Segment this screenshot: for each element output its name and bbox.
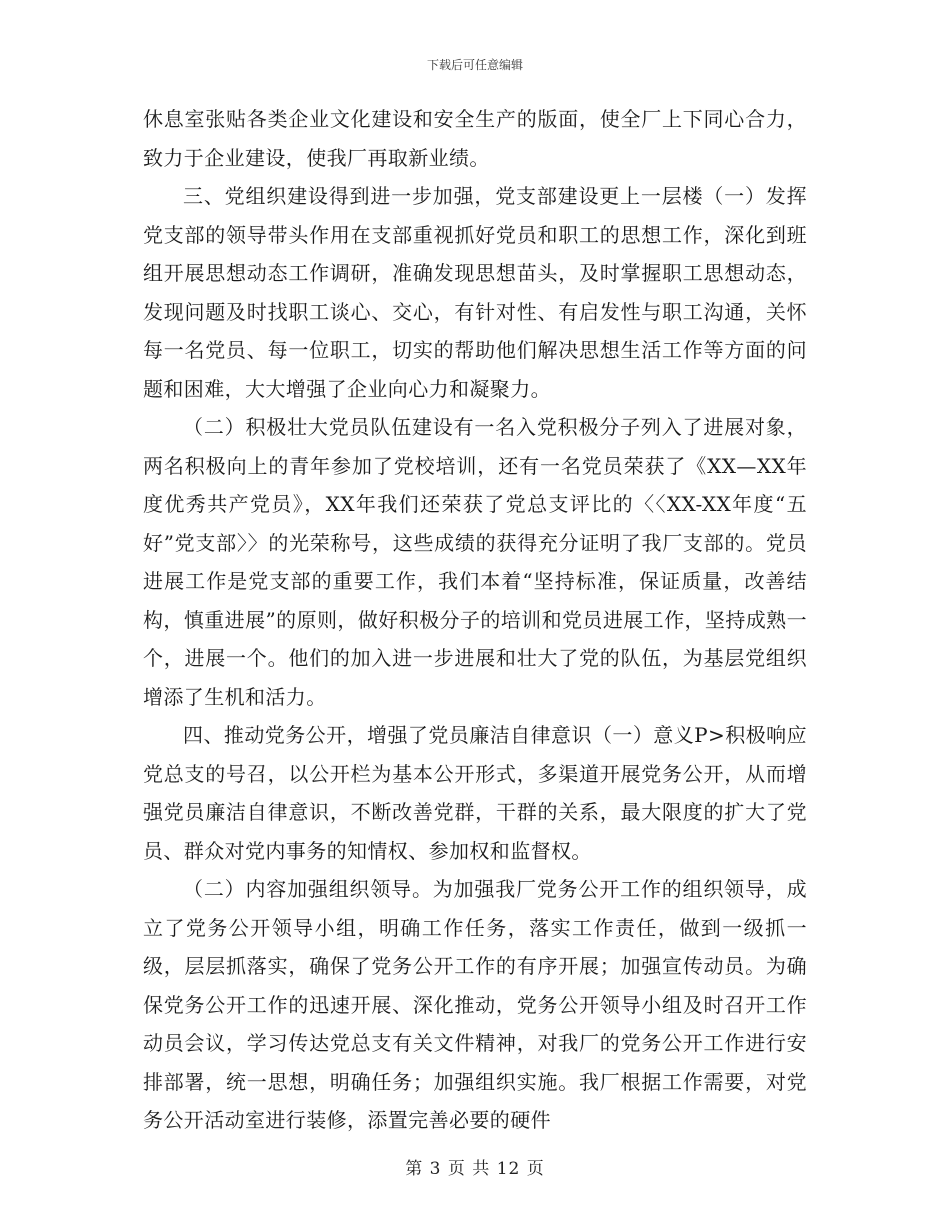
paragraph-section-three: 三、党组织建设得到进一步加强，党支部建设更上一层楼（一）发挥党支部的领导带头作用在支部重视抓好党员和职工的思想工作，深化到班组开展思想动态工作调研，准确发现思想苗头，及时掌握职工思想动态，发现问题及时找职工谈心、交心，有针对性、有启发性与职工沟通，关怀每一名党员、每一位职工，切实的帮助他们解决思想生活工作等方面的问题和困难，大大增强了企业向心力和凝聚力。	[143, 184, 807, 401]
document-body	[143, 100, 807, 1140]
paragraph-party-members: （二）积极壮大党员队伍建设有一名入党积极分子列入了进展对象，两名积极向上的青年参加了党校培训，还有一名党员荣获了《XX—XX年度优秀共产党员》，XX年我们还荣获了党总支评比的〈〈XX-XX年度“五好”党支部〉〉的光荣称号，这些成绩的获得充分证明了我厂支部的。党员进展工作是党支部的重要工作，我们本着“坚持标准，保证质量，改善结构，慎重进展”的原则，做好积极分子的培训和党员进展工作，坚持成熟一个，进展一个。他们的加入进一步进展和壮大了党的队伍，为基层党组织增添了生机和活力。	[143, 415, 807, 709]
page-header: 下载后可任意编辑	[426, 58, 523, 72]
paragraph-continuation: 休息室张贴各类企业文化建设和安全生产的版面，使全厂上下同心合力，致力于企业建设，使我厂再取新业绩。	[143, 107, 807, 170]
paragraph-content: （二）内容加强组织领导。为加强我厂党务公开工作的组织领导，成立了党务公开领导小组，明确工作任务，落实工作责任，做到一级抓一级，层层抓落实，确保了党务公开工作的有序开展；加强宣传动员。为确保党务公开工作的迅速开展、深化推动，党务公开领导小组及时召开工作动员会议，学习传达党总支有关文件精神，对我厂的党务公开工作进行安排部署，统一思想，明确任务；加强组织实施。我厂根据工作需要，对党务公开活动室进行装修，添置完善必要的硬件	[143, 877, 807, 1132]
page-number: 第 3 页 共 12 页	[405, 1159, 545, 1179]
paragraph-section-four: 四、推动党务公开，增强了党员廉洁自律意识（一）意义P>积极响应党总支的号召，以公开栏为基本公开形式，多渠道开展党务公开，从而增强党员廉洁自律意识，不断改善党群，干群的关系，最大限度的扩大了党员、群众对党内事务的知情权、参加权和监督权。	[143, 723, 807, 863]
